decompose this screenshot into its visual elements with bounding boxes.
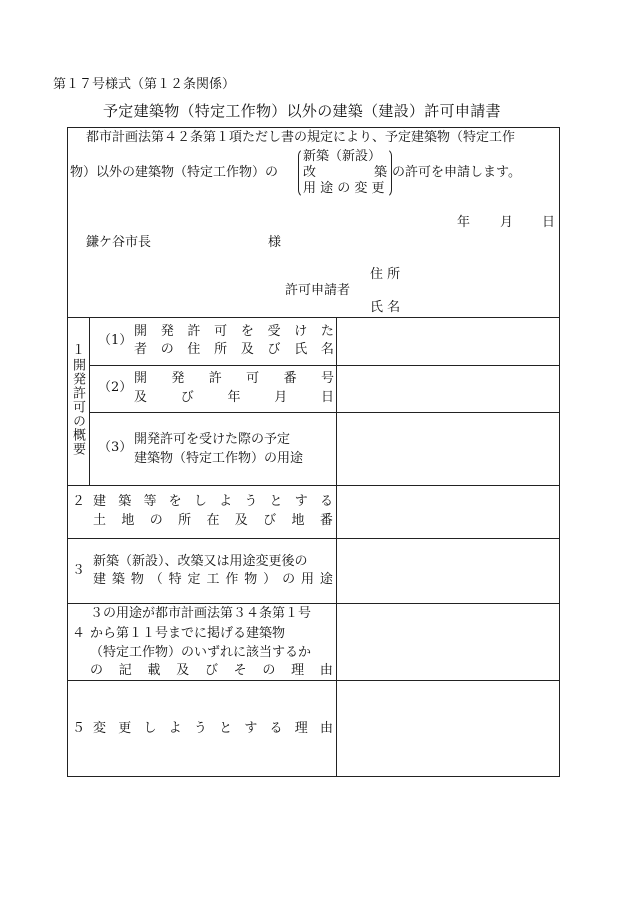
item-1-3-number: （3） bbox=[98, 440, 133, 455]
applicant-label: 許可申請者 bbox=[285, 283, 351, 298]
section-4-label-line2: から第１１号までに掲げる建築物 bbox=[90, 626, 286, 641]
section-3-number: ３ bbox=[72, 563, 86, 578]
section-2-label-line2: 土 地 の 所 在 及 び 地 番 bbox=[93, 513, 333, 528]
section-5-number: ５ bbox=[72, 721, 86, 736]
item-1-3-label-line1: 開発許可を受けた際の予定 bbox=[134, 432, 291, 447]
option-reconstruction-part1: 改 bbox=[303, 165, 317, 180]
section-1-vertical-label: 開発許可の概要 bbox=[70, 358, 85, 456]
date-year-label: 年 bbox=[457, 215, 471, 230]
section-4-label-line4: の 記 載 及 び そ の 理 由 bbox=[90, 663, 333, 678]
item-1-3-value-field[interactable] bbox=[337, 413, 559, 485]
section-4-label-line3: （特定工作物）のいずれに該当するか bbox=[90, 645, 312, 660]
application-text-line2-suffix: の許可を申請します。 bbox=[392, 165, 521, 180]
honorific: 様 bbox=[268, 235, 282, 250]
section-4-value-field[interactable] bbox=[337, 604, 559, 680]
section-5-value-field[interactable] bbox=[337, 681, 559, 776]
date-day-label: 日 bbox=[542, 215, 556, 230]
item-1-1-number: （1） bbox=[98, 333, 133, 348]
item-1-3-label-line2: 建築物（特定工作物）の用途 bbox=[134, 451, 304, 466]
section-3-label-line1: 新築（新設）、改築又は用途変更後の bbox=[93, 554, 308, 569]
name-label: 氏 名 bbox=[370, 300, 401, 315]
section-1-number: １ bbox=[72, 343, 86, 358]
option-new-construction: 新築（新設） bbox=[303, 149, 382, 164]
section-2-number: ２ bbox=[72, 494, 86, 509]
section-2-value-field[interactable] bbox=[337, 486, 559, 538]
item-1-1-label-line1: 開 発 許 可 を 受 け た bbox=[134, 324, 334, 339]
section-3-label-line2: 建 築 物 （ 特 定 工 作 物 ） の 用 途 bbox=[93, 572, 333, 587]
address-label: 住 所 bbox=[370, 267, 401, 282]
item-1-2-value-field[interactable] bbox=[337, 366, 559, 412]
item-1-1-value-field[interactable] bbox=[337, 318, 559, 365]
item-1-2-number: （2） bbox=[98, 380, 133, 395]
item-1-1-label-line2: 者 の 住 所 及 び 氏 名 bbox=[134, 342, 334, 357]
item-1-2-label-line2: 及 び 年 月 日 bbox=[134, 390, 334, 405]
section-4-number: ４ bbox=[72, 626, 86, 641]
addressee: 鎌ケ谷市長 bbox=[86, 235, 152, 250]
application-text-line1: 都市計画法第４２条第１項ただし書の規定により、予定建築物（特定工作 bbox=[86, 130, 516, 145]
application-text-line2-prefix: 物）以外の建築物（特定工作物）の bbox=[70, 165, 279, 180]
section-5-label: 変 更 し よ う と す る 理 由 bbox=[93, 721, 333, 736]
option-reconstruction-part2: 築 bbox=[374, 165, 388, 180]
form-title: 予定建築物（特定工作物）以外の建築（建設）許可申請書 bbox=[103, 102, 501, 120]
divider bbox=[89, 317, 90, 485]
option-use-change: 用 途 の 変 更 bbox=[303, 181, 385, 196]
section-4-label-line1: ３の用途が都市計画法第３４条第１号 bbox=[90, 606, 312, 621]
date-month-label: 月 bbox=[500, 215, 514, 230]
form-number: 第１７号様式（第１２条関係） bbox=[53, 77, 236, 92]
section-2-label-line1: 建 築 等 を し よ う と す る bbox=[93, 494, 333, 509]
section-3-value-field[interactable] bbox=[337, 539, 559, 603]
item-1-2-label-line1: 開 発 許 可 番 号 bbox=[134, 371, 334, 386]
